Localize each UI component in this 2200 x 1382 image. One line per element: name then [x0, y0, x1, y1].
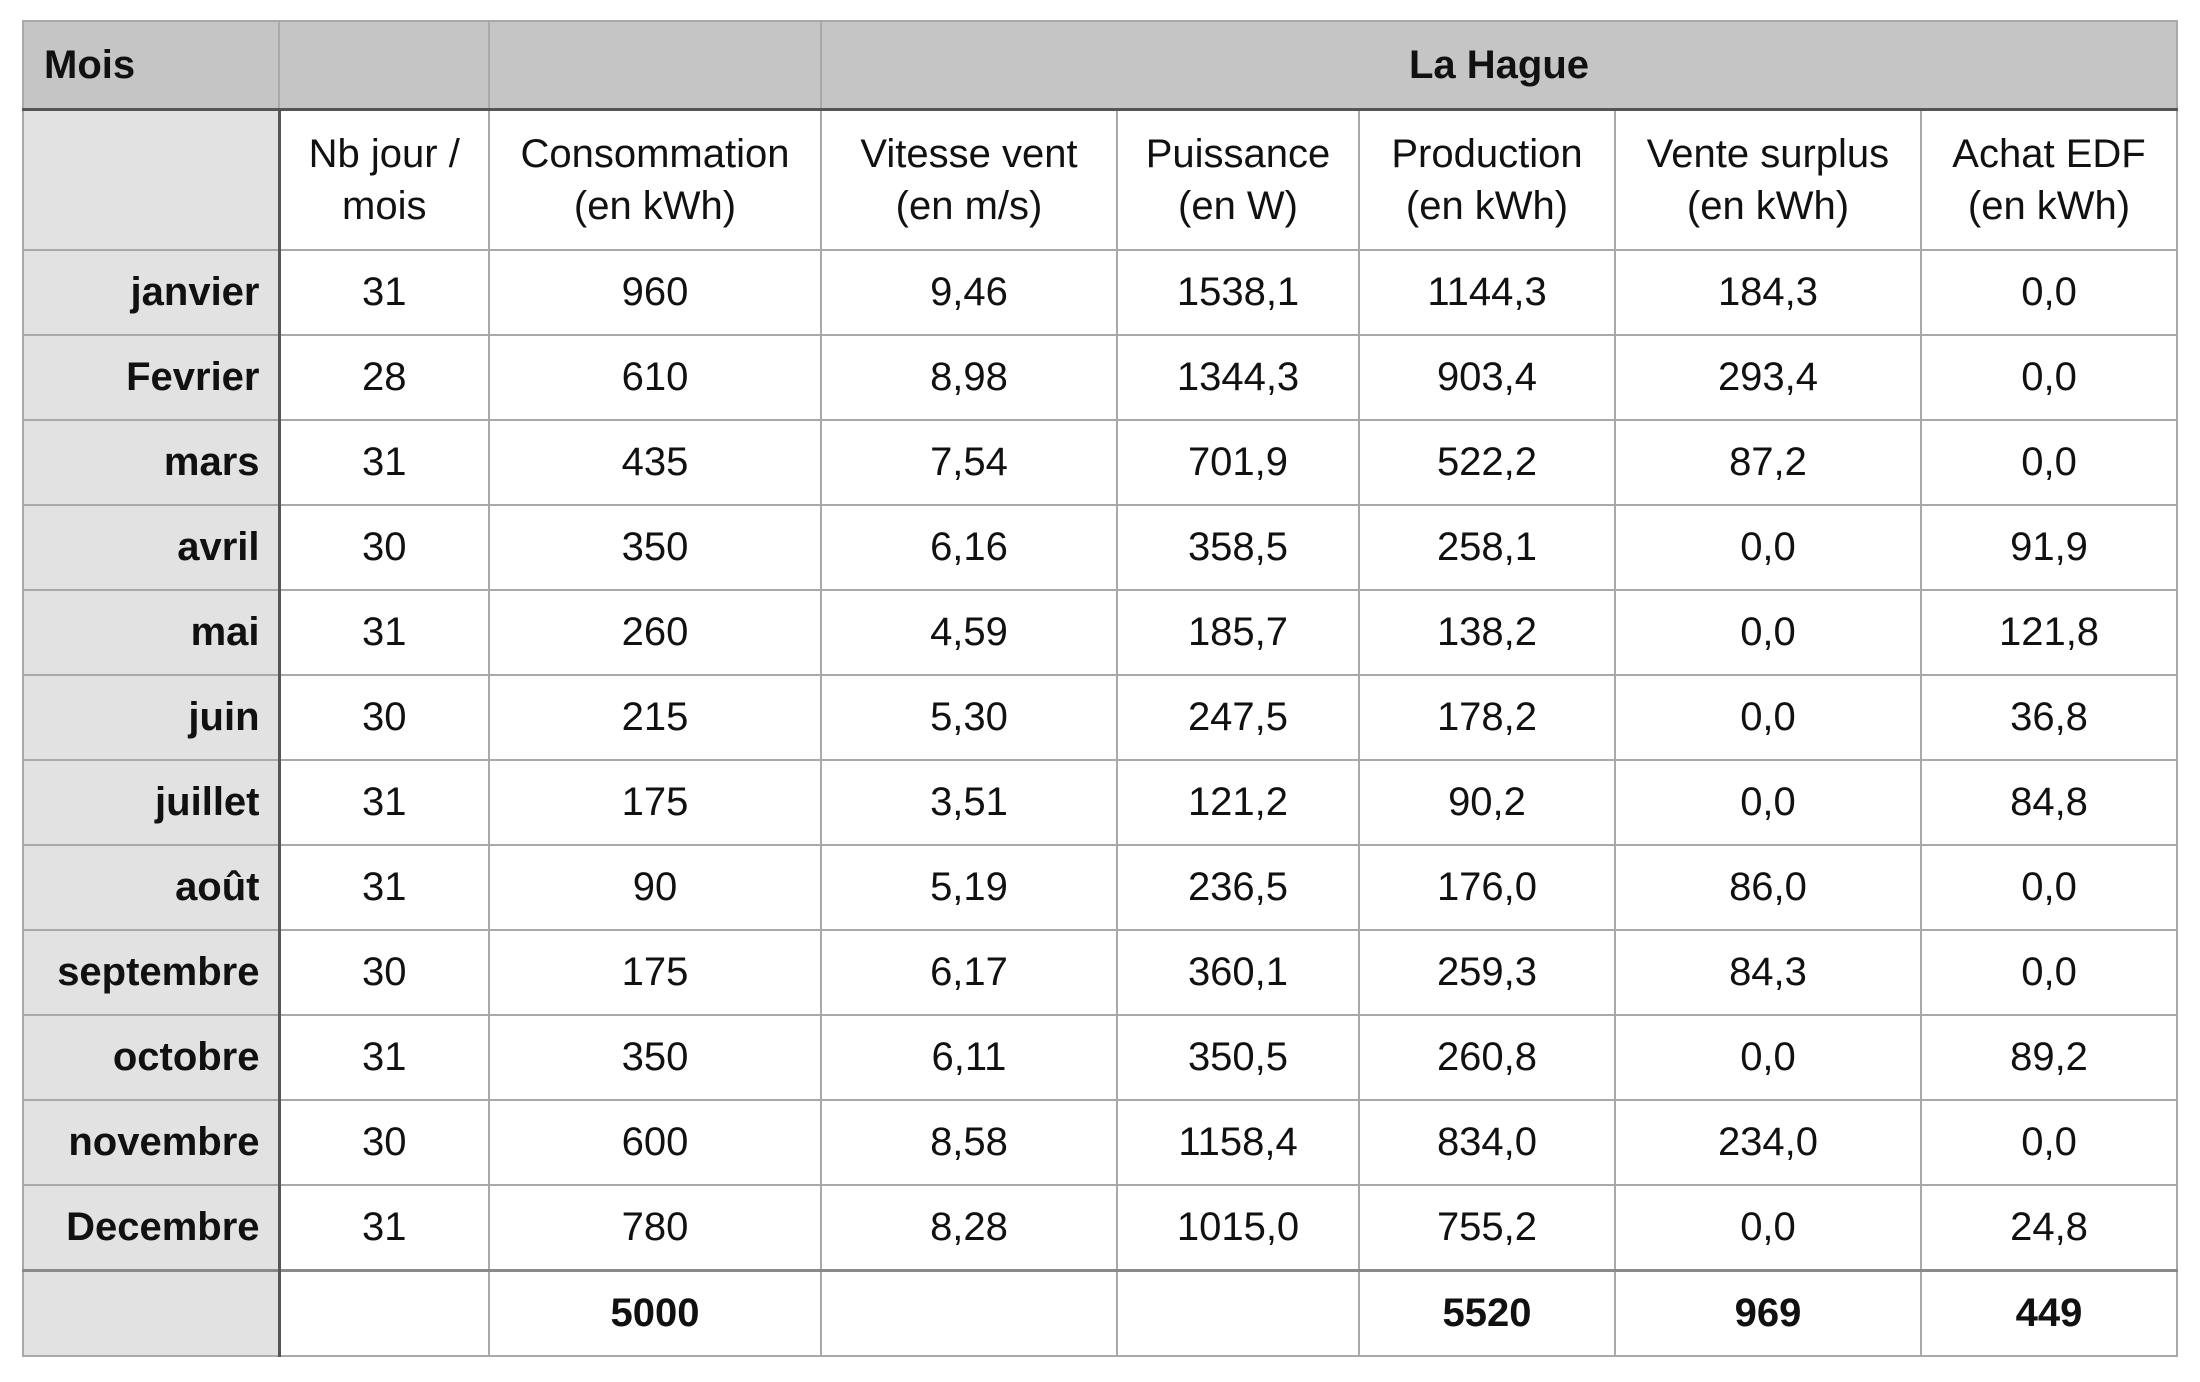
row-header-month[interactable]: avril [23, 505, 279, 590]
column-header-vente-surplus[interactable] [1615, 110, 1921, 251]
header-line: (en kWh) [1686, 184, 1850, 228]
table-cell[interactable]: 84,8 [1921, 760, 2177, 845]
total-production[interactable]: 5520 [1359, 1271, 1615, 1357]
row-header-month[interactable]: janvier [23, 250, 279, 335]
table-row-mai [23, 590, 2177, 675]
table-cell[interactable]: 834,0 [1359, 1100, 1615, 1185]
table-cell[interactable]: 121,2 [1117, 760, 1359, 845]
row-header-month[interactable]: septembre [23, 930, 279, 1015]
table-cell[interactable]: 435 [489, 420, 821, 505]
table-cell[interactable]: 184,3 [1615, 250, 1921, 335]
table-cell[interactable]: 0,0 [1615, 505, 1921, 590]
table-cell[interactable]: 522,2 [1359, 420, 1615, 505]
table-cell[interactable]: 0,0 [1615, 590, 1921, 675]
header-line: Achat EDF [1952, 132, 2146, 176]
row-header-month[interactable]: mai [23, 590, 279, 675]
table-cell[interactable]: 30 [279, 505, 489, 590]
table-row-janvier [23, 250, 2177, 335]
table-cell[interactable]: 755,2 [1359, 1185, 1615, 1271]
total-cell[interactable] [821, 1271, 1117, 1357]
table-cell[interactable]: 176,0 [1359, 845, 1615, 930]
table-cell[interactable]: 178,2 [1359, 675, 1615, 760]
table-cell[interactable]: 31 [279, 1015, 489, 1100]
title-empty-cell[interactable] [489, 21, 821, 110]
table-cell[interactable]: 0,0 [1615, 760, 1921, 845]
table-cell[interactable]: 31 [279, 1185, 489, 1271]
table-cell[interactable]: 0,0 [1921, 250, 2177, 335]
table-cell[interactable]: 175 [489, 760, 821, 845]
table-cell[interactable]: 6,11 [821, 1015, 1117, 1100]
table-cell[interactable]: 24,8 [1921, 1185, 2177, 1271]
table-cell[interactable]: 6,17 [821, 930, 1117, 1015]
table-cell[interactable]: 31 [279, 845, 489, 930]
table-cell[interactable]: 28 [279, 335, 489, 420]
table-cell[interactable]: 259,3 [1359, 930, 1615, 1015]
header-line: Vitesse vent [860, 132, 1078, 176]
table-cell[interactable]: 91,9 [1921, 505, 2177, 590]
table-cell[interactable]: 3,51 [821, 760, 1117, 845]
column-header-consommation[interactable] [489, 110, 821, 251]
table-cell[interactable]: 260,8 [1359, 1015, 1615, 1100]
table-row-septembre [23, 930, 2177, 1015]
table-row-aout [23, 845, 2177, 930]
table-cell[interactable]: 350,5 [1117, 1015, 1359, 1100]
title-mois-cell[interactable]: Mois [23, 21, 279, 110]
table-cell[interactable]: 1344,3 [1117, 335, 1359, 420]
header-line: (en kWh) [573, 184, 737, 228]
table-cell[interactable]: 4,59 [821, 590, 1117, 675]
table-cell[interactable]: 31 [279, 250, 489, 335]
header-corner-cell[interactable] [23, 110, 279, 251]
table-cell[interactable]: 31 [279, 590, 489, 675]
table-row-fevrier [23, 335, 2177, 420]
table-row-decembre [23, 1185, 2177, 1271]
table-cell[interactable]: 960 [489, 250, 821, 335]
totals-label-cell[interactable] [23, 1271, 279, 1357]
table-cell[interactable]: 138,2 [1359, 590, 1615, 675]
row-header-month[interactable]: juillet [23, 760, 279, 845]
table-cell[interactable]: 7,54 [821, 420, 1117, 505]
table-cell[interactable]: 701,9 [1117, 420, 1359, 505]
data-table [22, 20, 2178, 1357]
table-cell[interactable]: 293,4 [1615, 335, 1921, 420]
header-line: (en m/s) [895, 184, 1043, 228]
table-cell[interactable]: 215 [489, 675, 821, 760]
title-empty-cell[interactable] [279, 21, 489, 110]
header-row [23, 110, 2177, 251]
table-cell[interactable]: 84,3 [1615, 930, 1921, 1015]
table-cell[interactable]: 121,8 [1921, 590, 2177, 675]
table-cell[interactable]: 5,19 [821, 845, 1117, 930]
total-consommation[interactable]: 5000 [489, 1271, 821, 1357]
table-cell[interactable]: 36,8 [1921, 675, 2177, 760]
table-cell[interactable]: 175 [489, 930, 821, 1015]
table-cell[interactable]: 5,30 [821, 675, 1117, 760]
row-header-month[interactable]: août [23, 845, 279, 930]
table-cell[interactable]: 1144,3 [1359, 250, 1615, 335]
table-row-juillet [23, 760, 2177, 845]
header-line: (en W) [1178, 184, 1298, 228]
header-line: Puissance [1145, 132, 1331, 176]
table-cell[interactable]: 234,0 [1615, 1100, 1921, 1185]
table-cell[interactable]: 600 [489, 1100, 821, 1185]
table-cell[interactable]: 31 [279, 760, 489, 845]
table-cell[interactable]: 0,0 [1921, 420, 2177, 505]
column-header-vitesse-vent[interactable] [821, 110, 1117, 251]
table-cell[interactable]: 0,0 [1615, 1015, 1921, 1100]
table-cell[interactable]: 260 [489, 590, 821, 675]
table-cell[interactable]: 1158,4 [1117, 1100, 1359, 1185]
table-row-mars [23, 420, 2177, 505]
table-cell[interactable]: 350 [489, 505, 821, 590]
row-header-month[interactable]: Decembre [23, 1185, 279, 1271]
table-cell[interactable]: 1538,1 [1117, 250, 1359, 335]
column-header-achat-edf[interactable] [1921, 110, 2177, 251]
header-line: Nb jour / [308, 132, 460, 176]
table-row-juin [23, 675, 2177, 760]
row-header-month[interactable]: octobre [23, 1015, 279, 1100]
row-header-month[interactable]: Fevrier [23, 335, 279, 420]
table-cell[interactable]: 30 [279, 930, 489, 1015]
table-cell[interactable]: 903,4 [1359, 335, 1615, 420]
totals-row [23, 1271, 2177, 1357]
header-line: Production [1391, 132, 1583, 176]
total-achat-edf[interactable]: 449 [1921, 1271, 2177, 1357]
table-cell[interactable]: 6,16 [821, 505, 1117, 590]
table-cell[interactable]: 8,28 [821, 1185, 1117, 1271]
table-cell[interactable]: 247,5 [1117, 675, 1359, 760]
total-cell[interactable] [1117, 1271, 1359, 1357]
spreadsheet [22, 20, 2176, 1357]
total-vente-surplus[interactable]: 969 [1615, 1271, 1921, 1357]
table-cell[interactable]: 0,0 [1921, 930, 2177, 1015]
table-cell[interactable]: 89,2 [1921, 1015, 2177, 1100]
table-cell[interactable]: 0,0 [1921, 845, 2177, 930]
header-line: Consommation [520, 132, 790, 176]
table-cell[interactable]: 350 [489, 1015, 821, 1100]
title-row [23, 21, 2177, 110]
column-header-nb-jour[interactable] [279, 110, 489, 251]
table-cell[interactable]: 30 [279, 1100, 489, 1185]
table-cell[interactable]: 90 [489, 845, 821, 930]
header-line: (en kWh) [1405, 184, 1569, 228]
table-cell[interactable]: 86,0 [1615, 845, 1921, 930]
title-group-cell[interactable]: La Hague [821, 21, 2177, 110]
column-header-production[interactable] [1359, 110, 1615, 251]
table-row-avril [23, 505, 2177, 590]
table-cell[interactable]: 185,7 [1117, 590, 1359, 675]
table-cell[interactable]: 31 [279, 420, 489, 505]
table-cell[interactable]: 0,0 [1615, 675, 1921, 760]
table-cell[interactable]: 30 [279, 675, 489, 760]
row-header-month[interactable]: juin [23, 675, 279, 760]
header-line: (en kWh) [1967, 184, 2131, 228]
table-cell[interactable]: 236,5 [1117, 845, 1359, 930]
table-cell[interactable]: 0,0 [1921, 1100, 2177, 1185]
row-header-month[interactable]: novembre [23, 1100, 279, 1185]
column-header-puissance[interactable] [1117, 110, 1359, 251]
table-row-novembre [23, 1100, 2177, 1185]
row-header-month[interactable]: mars [23, 420, 279, 505]
table-row-octobre [23, 1015, 2177, 1100]
table-cell[interactable]: 90,2 [1359, 760, 1615, 845]
table-cell[interactable]: 0,0 [1921, 335, 2177, 420]
table-cell[interactable]: 360,1 [1117, 930, 1359, 1015]
header-line: mois [342, 184, 427, 228]
total-cell[interactable] [279, 1271, 489, 1357]
table-cell[interactable]: 1015,0 [1117, 1185, 1359, 1271]
table-cell[interactable]: 780 [489, 1185, 821, 1271]
table-cell[interactable]: 87,2 [1615, 420, 1921, 505]
table-cell[interactable]: 358,5 [1117, 505, 1359, 590]
table-cell[interactable]: 8,98 [821, 335, 1117, 420]
table-cell[interactable]: 8,58 [821, 1100, 1117, 1185]
table-cell[interactable]: 0,0 [1615, 1185, 1921, 1271]
header-line: Vente surplus [1646, 132, 1890, 176]
table-cell[interactable]: 258,1 [1359, 505, 1615, 590]
table-cell[interactable]: 610 [489, 335, 821, 420]
table-cell[interactable]: 9,46 [821, 250, 1117, 335]
